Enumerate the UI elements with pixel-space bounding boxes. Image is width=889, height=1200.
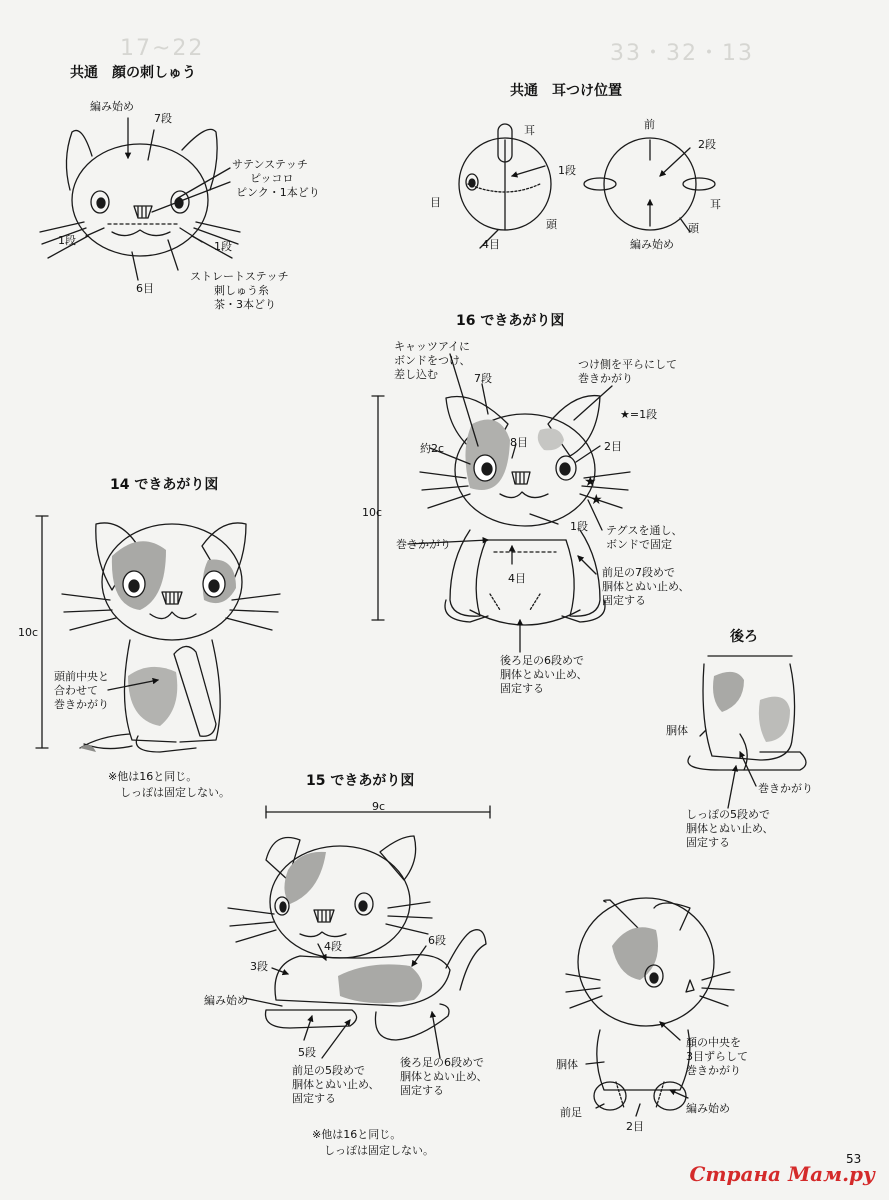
label-back-leg-3: 固定する [500, 682, 544, 695]
label-side-body: 胴体 [556, 1058, 578, 1071]
label-cats-eye-1: キャッツアイに [394, 340, 471, 353]
label-14-head-3: 巻きかがり [54, 698, 109, 711]
label-15-front-1: 前足の5段めで [292, 1064, 365, 1077]
label-row7: 7段 [154, 112, 172, 125]
label-15-back-2: 胴体とぬい止め、 [400, 1070, 488, 1083]
label-head-right: 頭 [688, 222, 699, 235]
label-ear-row2: 2段 [698, 138, 716, 151]
label-front-leg-3: 固定する [602, 594, 646, 607]
label-pink: ピンク・1本どり [236, 186, 320, 199]
label-star-note: ★=1段 [620, 408, 658, 421]
ghost-heading-right: 33・32・13 [610, 41, 754, 66]
finished-16-diagram [372, 354, 630, 652]
label-15-note-2: しっぽは固定しない。 [324, 1144, 434, 1157]
label-14-note-1: ※他は16と同じ。 [108, 770, 198, 783]
label-ear-row1: 1段 [558, 164, 576, 177]
svg-text:★: ★ [590, 492, 603, 508]
label-flat-1: つけ側を平らにして [578, 358, 677, 371]
label-tegus-1: テグスを通し、 [606, 524, 683, 537]
label-stitch8: 8目 [510, 436, 528, 449]
label-16-stitch4: 4目 [508, 572, 526, 585]
label-stitch2: 2目 [604, 440, 622, 453]
watermark: Страна Мам.ру [689, 1162, 875, 1186]
label-row1-right: 1段 [214, 240, 232, 253]
label-14-head-2: 合わせて [54, 684, 98, 697]
back-view-title: 後ろ [730, 629, 758, 645]
label-center-1: 顔の中央を [686, 1036, 741, 1049]
label-14-head-1: 頭前中央と [54, 670, 109, 683]
ghost-heading-left: 17~22 [120, 36, 205, 61]
label-15-row4: 4段 [324, 940, 342, 953]
label-15-back-1: 後ろ足の6段めで [400, 1056, 484, 1069]
label-16-row1: 1段 [570, 520, 588, 533]
label-thread: 刺しゅう糸 [214, 284, 269, 297]
label-15-front-3: 固定する [292, 1092, 336, 1105]
finished-15-title: 15 できあがり図 [306, 773, 415, 789]
label-front-leg-2: 胴体とぬい止め、 [602, 580, 690, 593]
label-picot: ピッコロ [250, 172, 294, 185]
label-side-front-leg: 前足 [560, 1106, 582, 1119]
label-16-height: 10c [362, 506, 383, 519]
label-ear-right: 耳 [710, 198, 721, 211]
label-15-row3: 3段 [250, 960, 268, 973]
label-15-note-1: ※他は16と同じ。 [312, 1128, 402, 1141]
label-eye: 目 [430, 196, 441, 209]
label-back-leg-2: 胴体とぬい止め、 [500, 668, 588, 681]
label-satin: サテンステッチ [232, 158, 308, 171]
label-row1-left: 1段 [58, 234, 76, 247]
label-15-row5: 5段 [298, 1046, 316, 1059]
page-number: 53 [846, 1152, 862, 1166]
label-15-front-2: 胴体とぬい止め、 [292, 1078, 380, 1091]
label-brown: 茶・3本どり [214, 298, 276, 311]
label-15-back-3: 固定する [400, 1084, 444, 1097]
label-flat-2: 巻きかがり [578, 372, 633, 385]
side-view-diagram [566, 898, 734, 1116]
label-15-row6: 6段 [428, 934, 446, 947]
label-tail-1: しっぽの5段めで [686, 808, 770, 821]
face-embroidery-diagram [40, 118, 240, 280]
finished-16-title: 16 できあがり図 [456, 313, 565, 329]
ear-position-diagram [459, 124, 715, 248]
label-front: 前 [644, 118, 655, 131]
label-front-leg-1: 前足の7段めで [602, 566, 675, 579]
label-ear-stitch4: 4目 [482, 238, 500, 251]
label-cats-eye-3: 差し込む [394, 368, 438, 381]
label-15-width: 9c [372, 800, 386, 813]
finished-15-diagram [228, 806, 490, 1058]
label-14-note-2: しっぽは固定しない。 [120, 786, 230, 799]
label-center-2: 3目ずらして [686, 1050, 748, 1063]
label-back-body: 胴体 [666, 724, 688, 737]
label-tail-2: 胴体とぬい止め、 [686, 822, 774, 835]
label-16-whip: 巻きかがり [396, 538, 451, 551]
label-start: 編み始め [90, 100, 134, 113]
label-ear-start: 編み始め [630, 238, 674, 251]
finished-14-diagram [36, 516, 280, 752]
label-back-leg-1: 後ろ足の6段めで [500, 654, 584, 667]
label-row6: 6目 [136, 282, 154, 295]
label-15-start: 編み始め [204, 994, 248, 1007]
label-head-left: 頭 [546, 218, 557, 231]
label-side-stitch2: 2目 [626, 1120, 644, 1133]
label-ear-left: 耳 [524, 124, 535, 137]
label-back-whip: 巻きかがり [758, 782, 813, 795]
face-embroidery-title: 共通 顔の刺しゅう [70, 65, 196, 81]
label-cats-eye-2: ボンドをつけ、 [394, 354, 471, 367]
ear-position-title: 共通 耳つけ位置 [510, 83, 622, 99]
label-center-3: 巻きかがり [686, 1064, 741, 1077]
svg-text:★: ★ [584, 474, 597, 490]
label-straight: ストレートステッチ [190, 270, 289, 283]
label-tail-3: 固定する [686, 836, 730, 849]
label-14-height: 10c [18, 626, 39, 639]
label-approx2: 約2c [420, 442, 445, 455]
label-16-row7: 7段 [474, 372, 492, 385]
label-side-start: 編み始め [686, 1102, 730, 1115]
finished-14-title: 14 できあがり図 [110, 477, 219, 493]
label-tegus-2: ボンドで固定 [606, 538, 672, 551]
